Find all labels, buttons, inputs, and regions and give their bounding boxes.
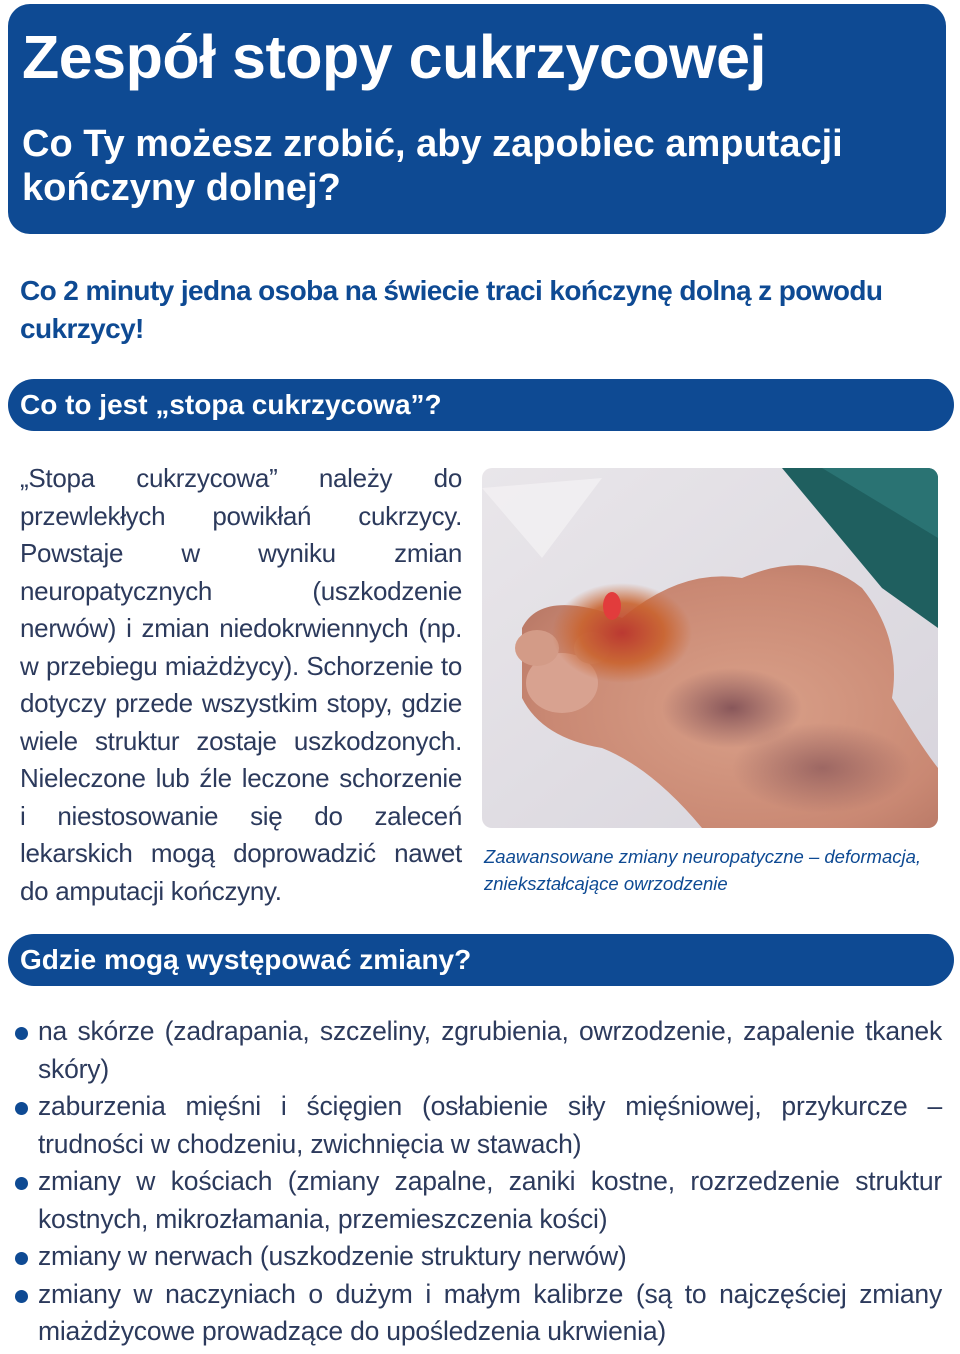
section-heading-where: Gdzie mogą występować zmiany?: [8, 934, 954, 986]
list-item-text: zmiany w nerwach (uszkodzenie struktury nerwów): [38, 1241, 627, 1271]
intro-statement: Co 2 minuty jedna osoba na świecie traci kończynę dolną z powodu cukrzycy!: [20, 275, 883, 344]
list-item: [14, 1276, 942, 1351]
bullet-dot-icon: [15, 1102, 28, 1115]
foot-photo: [482, 468, 938, 828]
list-item: [14, 1088, 942, 1163]
definition-paragraph: „Stopa cukrzycowa” należy do przewlekłych powikłań cukrzycy. Powstaje w wyniku zmian neuropatycznych (uszkodzenie nerwów) i zmian niedokrwiennych (np. w przebiegu miażdżycy). Schorzenie to dotyczy przede wszystkim stopy, gdzie wiele struktur zostaje uszkodzonych. Nieleczone lub źle leczone schorzenie i niestosowanie się do zaleceń lekarskich mogą doprowadzić nawet do amputacji kończyny.: [20, 463, 462, 906]
page-subtitle: Co Ty możesz zrobić, aby zapobiec amputacji kończyny dolnej?: [22, 123, 843, 209]
foot-photo-illustration: [482, 468, 938, 828]
list-item-text: zmiany w naczyniach o dużym i małym kalibrze (są to najczęściej zmiany miażdżycowe prowadzące do upośledzenia ukrwienia): [38, 1278, 942, 1346]
header-banner: [8, 4, 946, 234]
list-item-text: zaburzenia mięśni i ścięgien (osłabienie siły mięśniowej, przykurcze – trudności w chodzeniu, zwichnięcia w stawach): [38, 1091, 942, 1159]
list-item-text: zmiany w kościach (zmiany zapalne, zaniki kostne, rozrzedzenie struktur kostnych, mikrozłamania, przemieszczenia kości): [38, 1166, 942, 1234]
page-title: Zespół stopy cukrzycowej: [22, 23, 766, 91]
bullet-dot-icon: [15, 1027, 28, 1040]
bullet-dot-icon: [15, 1290, 28, 1303]
list-item: [14, 1013, 942, 1088]
list-item: [14, 1238, 942, 1276]
list-item-text: na skórze (zadrapania, szczeliny, zgrubienia, owrzodzenie, zapalenie tkanek skóry): [38, 1016, 942, 1084]
section-heading-what-is: Co to jest „stopa cukrzycowa”?: [8, 379, 954, 431]
changes-list: [14, 1013, 942, 1351]
list-item: [14, 1163, 942, 1238]
photo-caption: Zaawansowane zmiany neuropatyczne – deformacja, zniekształcające owrzodzenie: [484, 846, 922, 894]
bullet-dot-icon: [15, 1177, 28, 1190]
bullet-dot-icon: [15, 1252, 28, 1265]
